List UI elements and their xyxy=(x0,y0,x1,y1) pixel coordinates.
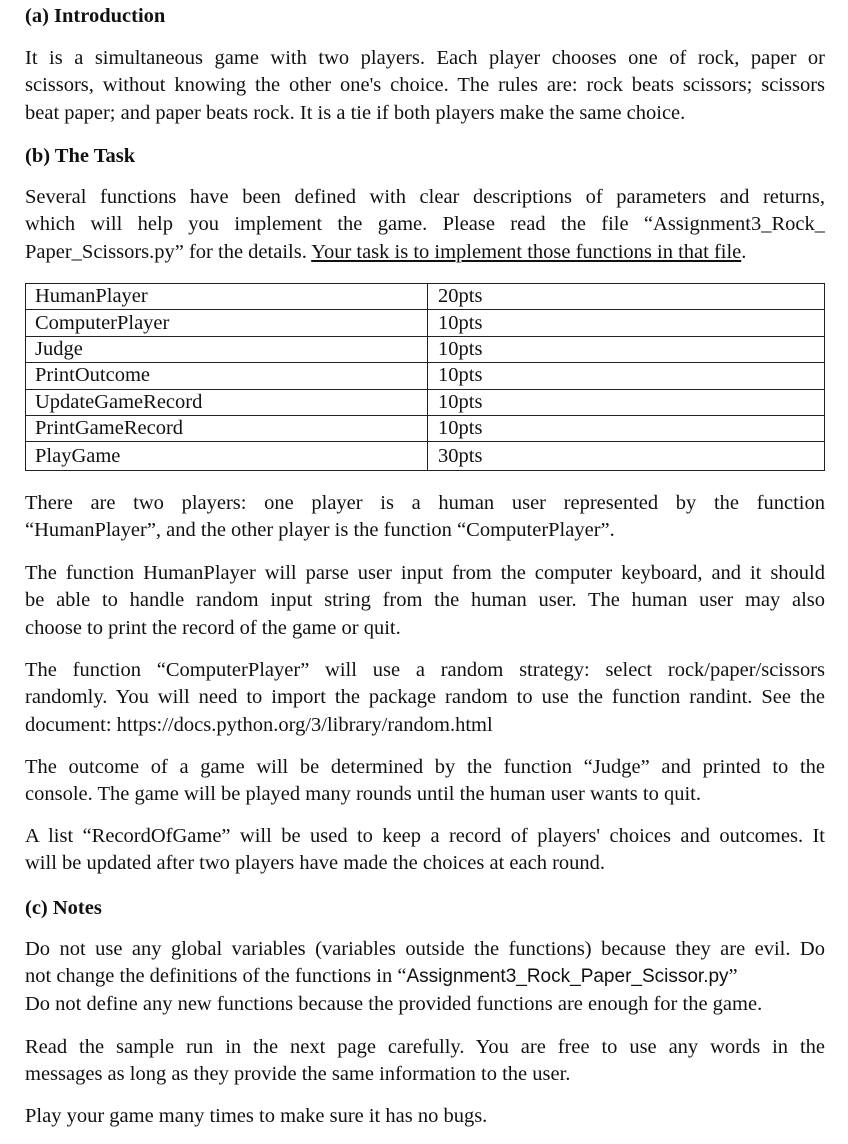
paragraph-line: scissors, without knowing the other one's choice. The rules are: rock beats scissors; scissors xyxy=(25,74,825,97)
paragraph-line: “HumanPlayer”, and the other player is the function “ComputerPlayer”. xyxy=(25,519,615,542)
points-cell: 20pts xyxy=(428,284,825,310)
paragraph-line xyxy=(25,239,825,266)
points-cell: 10pts xyxy=(428,336,825,362)
introduction-paragraph xyxy=(25,45,825,127)
points-table xyxy=(25,283,825,471)
paragraph-line: beat paper; and paper beats rock. It is a tie if both players make the same choice. xyxy=(25,101,686,124)
paragraph-line: console. The game will be played many rounds until the human user wants to quit. xyxy=(25,783,701,806)
human-player-paragraph xyxy=(25,560,825,642)
notes-paragraph xyxy=(25,936,825,1018)
paragraph-line xyxy=(25,963,825,990)
notes-file-name: Assignment3_Rock_Paper_Scissor.py xyxy=(406,966,729,988)
paragraph-line: It is a simultaneous game with two players. Each player chooses one of rock, paper or xyxy=(25,47,825,69)
function-name-cell: PrintGameRecord xyxy=(26,415,428,441)
paragraph-line: randomly. You will need to import the package random to use the function randint. See the xyxy=(25,686,825,709)
table-row xyxy=(26,363,825,389)
notes-text: not change the definitions of the functions in “ xyxy=(25,965,407,988)
paragraph-line: be able to handle random input string from the human user. The human user may also xyxy=(25,589,825,612)
task-paragraph xyxy=(25,184,825,266)
table-row xyxy=(26,284,825,310)
paragraph-line: The function “ComputerPlayer” will use a random strategy: select rock/paper/scissors xyxy=(25,659,825,681)
task-file-reference: Paper_Scissors.py” for the details. xyxy=(25,240,312,263)
points-cell: 30pts xyxy=(428,442,825,471)
paragraph-line: Do not use any global variables (variables outside the functions) because they are evil. Do xyxy=(25,938,825,960)
paragraph-line: which will help you implement the game. Please read the file “Assignment3_Rock_ xyxy=(25,213,825,236)
sample-run-paragraph xyxy=(25,1034,825,1089)
introduction-heading: (a) Introduction xyxy=(25,5,166,27)
notes-quote: ” xyxy=(728,965,738,988)
points-cell: 10pts xyxy=(428,389,825,415)
paragraph-line: The outcome of a game will be determined by the function “Judge” and printed to the xyxy=(25,756,825,778)
paragraph-line: Several functions have been defined with clear descriptions of parameters and returns, xyxy=(25,186,825,208)
paragraph-line: Play your game many times to make sure it has no bugs. xyxy=(25,1105,488,1127)
task-heading: (b) The Task xyxy=(25,145,136,167)
play-paragraph xyxy=(25,1103,825,1130)
paragraph-line: Read the sample run in the next page carefully. You are free to use any words in the xyxy=(25,1036,825,1058)
function-name-cell: PlayGame xyxy=(26,442,428,471)
paragraph-line: The function HumanPlayer will parse user input from the computer keyboard, and it should xyxy=(25,562,825,584)
task-period: . xyxy=(741,240,747,263)
table-row xyxy=(26,336,825,362)
table-row xyxy=(26,442,825,471)
paragraph-line: choose to print the record of the game or quit. xyxy=(25,616,401,639)
function-name-cell: HumanPlayer xyxy=(26,284,428,310)
function-name-cell: UpdateGameRecord xyxy=(26,389,428,415)
points-cell: 10pts xyxy=(428,310,825,336)
notes-heading: (c) Notes xyxy=(25,897,102,919)
points-cell: 10pts xyxy=(428,363,825,389)
table-row xyxy=(26,389,825,415)
function-name-cell: ComputerPlayer xyxy=(26,310,428,336)
table-row xyxy=(26,415,825,441)
judge-paragraph xyxy=(25,754,825,809)
table-row xyxy=(26,310,825,336)
function-name-cell: Judge xyxy=(26,336,428,362)
paragraph-line: Do not define any new functions because the provided functions are enough for the game. xyxy=(25,992,763,1015)
paragraph-line: messages as long as they provide the same information to the user. xyxy=(25,1063,571,1086)
paragraph-line: will be updated after two players have made the choices at each round. xyxy=(25,852,606,875)
points-cell: 10pts xyxy=(428,415,825,441)
computer-player-paragraph xyxy=(25,657,825,739)
players-paragraph xyxy=(25,490,825,545)
function-name-cell: PrintOutcome xyxy=(26,363,428,389)
paragraph-line: A list “RecordOfGame” will be used to keep a record of players' choices and outcomes. It xyxy=(25,825,825,847)
task-instruction-underlined: Your task is to implement those functions in that file xyxy=(311,240,742,263)
paragraph-line: There are two players: one player is a human user represented by the function xyxy=(25,492,825,514)
paragraph-line: document: https://docs.python.org/3/library/random.html xyxy=(25,713,493,736)
record-paragraph xyxy=(25,823,825,878)
